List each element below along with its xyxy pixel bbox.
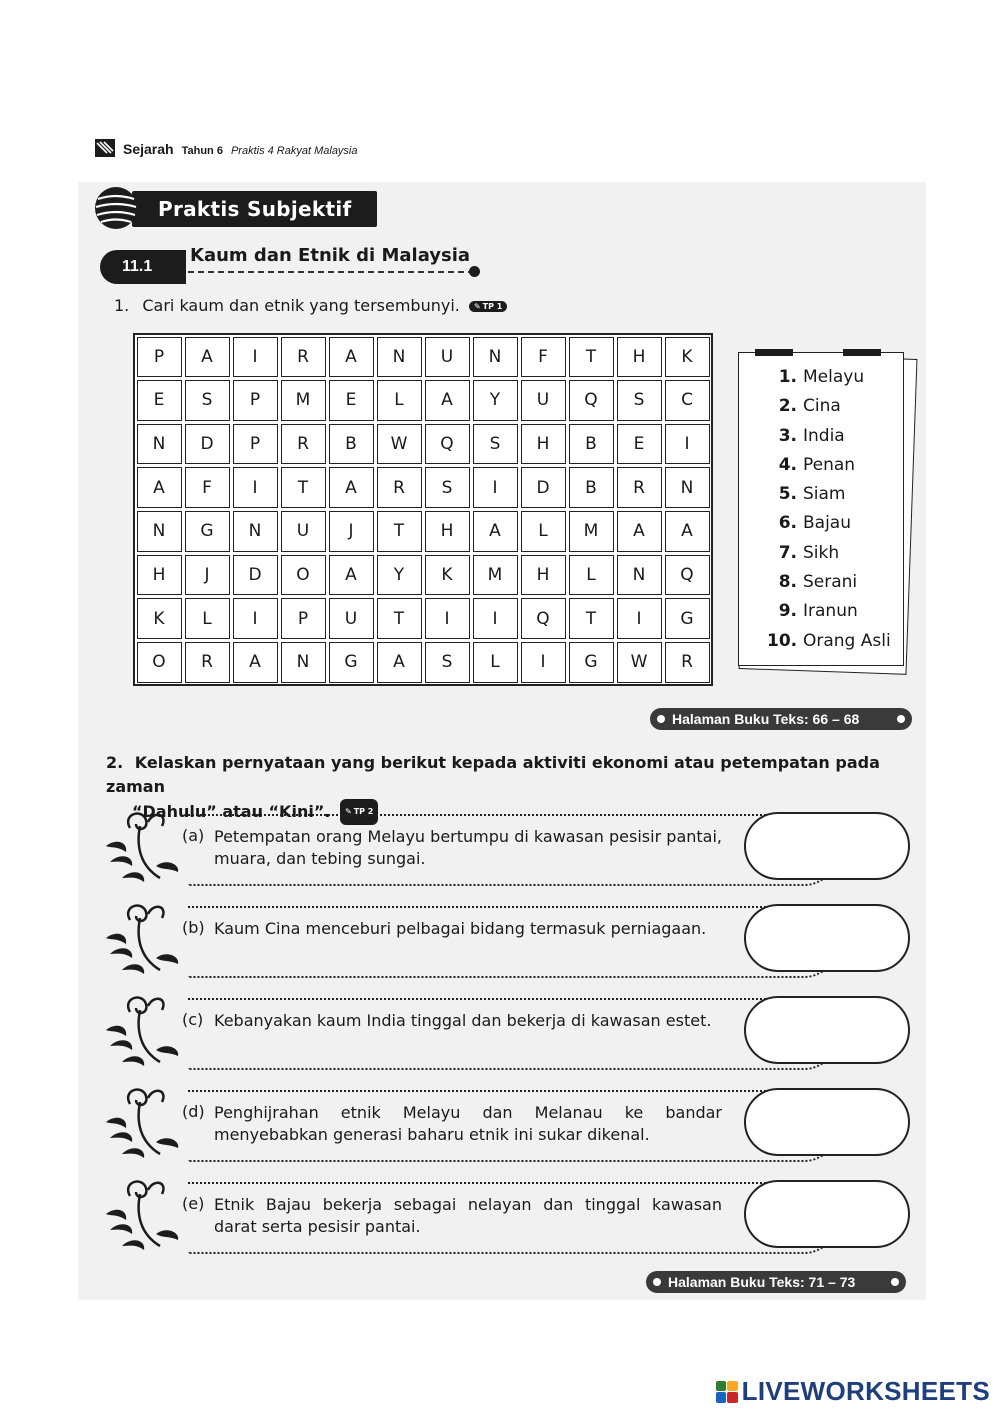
grid-cell[interactable]: I: [233, 598, 278, 639]
grid-cell[interactable]: G: [329, 642, 374, 683]
grid-cell[interactable]: I: [617, 598, 662, 639]
statement-row: [100, 898, 912, 982]
word-text: Bajau: [803, 513, 851, 534]
floral-ornament-icon: [100, 990, 190, 1070]
grid-cell[interactable]: K: [665, 337, 710, 378]
grid-cell[interactable]: R: [185, 642, 230, 683]
grid-cell[interactable]: G: [185, 511, 230, 552]
grid-cell[interactable]: S: [473, 424, 518, 465]
grid-cell[interactable]: M: [473, 555, 518, 596]
word-text: India: [803, 425, 845, 446]
word-list: [767, 367, 891, 660]
practice-banner: [92, 185, 377, 231]
statement-box: [188, 998, 838, 1070]
word-text: Orang Asli: [803, 630, 891, 651]
word-text: Siam: [803, 484, 846, 505]
grid-cell[interactable]: N: [233, 511, 278, 552]
question-2-number: 2.: [106, 753, 124, 772]
grid-cell[interactable]: H: [137, 555, 182, 596]
grid-cell[interactable]: G: [665, 598, 710, 639]
grid-cell[interactable]: G: [569, 642, 614, 683]
tp-badge-1: ✎ TP 1: [469, 301, 507, 312]
word-list-item: [767, 543, 891, 572]
grid-cell[interactable]: E: [617, 424, 662, 465]
grid-cell[interactable]: T: [281, 467, 326, 508]
grid-cell[interactable]: L: [377, 380, 422, 421]
grid-cell[interactable]: W: [377, 424, 422, 465]
word-search-grid: [133, 333, 713, 686]
note-front-sheet: [738, 352, 904, 666]
grid-cell[interactable]: A: [665, 511, 710, 552]
grid-cell[interactable]: T: [377, 598, 422, 639]
grid-cell[interactable]: Q: [521, 598, 566, 639]
answer-box[interactable]: [744, 1180, 910, 1248]
banner-title: Praktis Subjektif: [158, 197, 352, 221]
statement-text: Petempatan orang Melayu bertumpu di kawasan pesisir pantai, muara, dan tebing sungai.: [214, 827, 722, 868]
grid-cell[interactable]: T: [569, 598, 614, 639]
statement-box: [188, 906, 838, 978]
grid-cell[interactable]: S: [425, 467, 470, 508]
word-list-card: [738, 352, 910, 672]
word-text: Cina: [803, 396, 841, 417]
grid-cell[interactable]: H: [521, 424, 566, 465]
statement-text: Etnik Bajau bekerja sebagai nelayan dan tinggal kawasan darat serta pesisir pantai.: [214, 1195, 722, 1236]
grid-cell[interactable]: L: [569, 555, 614, 596]
grid-cell[interactable]: T: [377, 511, 422, 552]
word-number: 2.: [778, 396, 797, 417]
word-list-item: [767, 601, 891, 630]
grid-cell[interactable]: A: [377, 642, 422, 683]
answer-box[interactable]: [744, 904, 910, 972]
logo-square: [716, 1392, 727, 1403]
logo-square: [716, 1381, 727, 1392]
logo-square: [727, 1392, 738, 1403]
word-number: 5.: [778, 484, 797, 505]
word-text: Serani: [803, 572, 858, 593]
grid-cell[interactable]: N: [377, 337, 422, 378]
question-1-number: 1.: [114, 296, 130, 315]
grid-cell[interactable]: A: [185, 337, 230, 378]
word-number: 3.: [778, 425, 797, 446]
grid-cell[interactable]: A: [425, 380, 470, 421]
grid-cell[interactable]: R: [617, 467, 662, 508]
question-1: [114, 296, 507, 315]
statement-row: [100, 990, 912, 1074]
grid-cell[interactable]: H: [521, 555, 566, 596]
answer-box[interactable]: [744, 812, 910, 880]
floral-ornament-icon: [100, 898, 190, 978]
statement-row: [100, 1082, 912, 1166]
textbook-reference-1: Halaman Buku Teks: 66 – 68: [650, 708, 912, 730]
grid-cell[interactable]: N: [137, 511, 182, 552]
grid-cell[interactable]: F: [521, 337, 566, 378]
grid-cell[interactable]: B: [569, 424, 614, 465]
grid-cell[interactable]: I: [425, 598, 470, 639]
striped-ball-icon: [92, 185, 140, 231]
grid-cell[interactable]: S: [425, 642, 470, 683]
statement-label: (e): [182, 1194, 205, 1213]
grid-cell[interactable]: Q: [665, 555, 710, 596]
grid-cell[interactable]: I: [233, 467, 278, 508]
grid-cell[interactable]: K: [425, 555, 470, 596]
grid-cell[interactable]: I: [473, 598, 518, 639]
grid-cell[interactable]: L: [521, 511, 566, 552]
grid-cell[interactable]: L: [473, 642, 518, 683]
grid-cell[interactable]: R: [281, 337, 326, 378]
grid-cell[interactable]: O: [281, 555, 326, 596]
liveworksheets-logo-icon: [716, 1381, 738, 1403]
brand-name: LIVEWORKSHEETS: [741, 1376, 990, 1406]
grid-cell[interactable]: A: [473, 511, 518, 552]
statement-row: [100, 1174, 912, 1258]
grid-cell[interactable]: B: [569, 467, 614, 508]
section-underline: [188, 271, 474, 273]
word-number: 7.: [778, 542, 797, 563]
grid-cell[interactable]: U: [329, 598, 374, 639]
header-title: Praktis 4 Rakyat Malaysia: [230, 145, 358, 157]
grid-cell[interactable]: D: [185, 424, 230, 465]
grid-cell[interactable]: H: [617, 337, 662, 378]
grid-cell[interactable]: Y: [473, 380, 518, 421]
word-number: 9.: [778, 601, 797, 622]
section-dot: [469, 266, 480, 277]
word-list-item: [767, 367, 891, 396]
header-year: Tahun 6: [181, 145, 223, 157]
grid-cell[interactable]: N: [137, 424, 182, 465]
word-number: 10.: [767, 630, 798, 651]
grid-cell[interactable]: H: [425, 511, 470, 552]
statement-text: Kebanyakan kaum India tinggal dan bekerja di kawasan estet.: [214, 1011, 712, 1030]
grid-cell[interactable]: I: [665, 424, 710, 465]
logo-square: [727, 1381, 738, 1392]
word-number: 1.: [778, 367, 797, 387]
answer-box[interactable]: [744, 1088, 910, 1156]
grid-cell[interactable]: E: [329, 380, 374, 421]
word-number: 4.: [778, 454, 797, 475]
word-list-item: [767, 455, 891, 484]
grid-cell[interactable]: K: [137, 598, 182, 639]
grid-cell[interactable]: S: [185, 380, 230, 421]
grid-cell[interactable]: N: [617, 555, 662, 596]
grid-cell[interactable]: I: [521, 642, 566, 683]
word-number: 8.: [778, 572, 797, 593]
grid-cell[interactable]: A: [233, 642, 278, 683]
grid-cell[interactable]: S: [617, 380, 662, 421]
word-list-item: [767, 426, 891, 455]
statement-label: (a): [182, 826, 205, 845]
word-text: Sikh: [803, 542, 840, 563]
word-text: Penan: [803, 454, 856, 475]
statement-text: Kaum Cina menceburi pelbagai bidang termasuk perniagaan.: [214, 919, 707, 938]
section-title: Kaum dan Etnik di Malaysia: [190, 245, 471, 266]
grid-cell[interactable]: L: [185, 598, 230, 639]
grid-cell[interactable]: M: [569, 511, 614, 552]
question-2-line2: “Dahulu” atau “Kini”.: [132, 801, 331, 821]
grid-cell[interactable]: I: [473, 467, 518, 508]
grid-cell[interactable]: W: [617, 642, 662, 683]
tp-badge-2: ✎ TP 2: [340, 799, 378, 825]
page-header: [95, 136, 358, 157]
grid-cell[interactable]: A: [137, 467, 182, 508]
word-list-item: [767, 396, 891, 425]
grid-cell[interactable]: P: [137, 337, 182, 378]
grid-cell[interactable]: R: [377, 467, 422, 508]
note-tab-left: [755, 349, 793, 356]
book-logo-icon: [95, 139, 115, 157]
floral-ornament-icon: [100, 806, 190, 886]
grid-cell[interactable]: U: [521, 380, 566, 421]
statement-text: Penghijrahan etnik Melayu dan Melanau ke bandar menyebabkan generasi baharu etnik ini sukar dikenal.: [214, 1103, 722, 1144]
answer-box[interactable]: [744, 996, 910, 1064]
grid-cell[interactable]: Q: [425, 424, 470, 465]
note-tab-right: [843, 349, 881, 356]
word-number: 6.: [778, 513, 797, 534]
floral-ornament-icon: [100, 1082, 190, 1162]
word-list-item: [767, 484, 891, 513]
grid-cell[interactable]: D: [521, 467, 566, 508]
statement-label: (d): [182, 1102, 205, 1121]
grid-cell[interactable]: U: [425, 337, 470, 378]
grid-cell[interactable]: P: [281, 598, 326, 639]
grid-cell[interactable]: R: [281, 424, 326, 465]
brand-watermark: [716, 1376, 990, 1407]
grid-cell[interactable]: I: [233, 337, 278, 378]
floral-ornament-icon: [100, 1174, 190, 1254]
grid-cell[interactable]: Q: [569, 380, 614, 421]
grid-cell[interactable]: A: [329, 555, 374, 596]
section-number: 11.1: [100, 250, 186, 284]
grid-cell[interactable]: J: [329, 511, 374, 552]
word-text: Iranun: [803, 601, 858, 622]
grid-cell[interactable]: D: [233, 555, 278, 596]
grid-cell[interactable]: A: [329, 467, 374, 508]
grid-cell[interactable]: N: [665, 467, 710, 508]
grid-cell[interactable]: N: [281, 642, 326, 683]
word-text: Melayu: [803, 367, 865, 387]
question-2-line1: Kelaskan pernyataan yang berikut kepada aktiviti ekonomi atau petempatan pada zaman: [106, 753, 880, 796]
statement-label: (c): [182, 1010, 204, 1029]
grid-cell[interactable]: T: [569, 337, 614, 378]
grid-cell[interactable]: Y: [377, 555, 422, 596]
grid-cell[interactable]: N: [473, 337, 518, 378]
grid-cell[interactable]: F: [185, 467, 230, 508]
word-list-item: [767, 572, 891, 601]
word-list-item: [767, 513, 891, 542]
grid-cell[interactable]: J: [185, 555, 230, 596]
grid-cell[interactable]: E: [137, 380, 182, 421]
grid-cell[interactable]: M: [281, 380, 326, 421]
grid-cell[interactable]: C: [665, 380, 710, 421]
word-list-item: [767, 631, 891, 660]
statement-row: [100, 806, 912, 890]
textbook-reference-2: Halaman Buku Teks: 71 – 73: [646, 1271, 906, 1293]
grid-cell[interactable]: P: [233, 424, 278, 465]
grid-cell[interactable]: U: [281, 511, 326, 552]
grid-cell[interactable]: O: [137, 642, 182, 683]
header-subject: Sejarah: [123, 141, 174, 157]
grid-cell[interactable]: R: [665, 642, 710, 683]
grid-cell[interactable]: A: [617, 511, 662, 552]
grid-cell[interactable]: A: [329, 337, 374, 378]
grid-cell[interactable]: P: [233, 380, 278, 421]
statement-label: (b): [182, 918, 205, 937]
question-1-text: Cari kaum dan etnik yang tersembunyi.: [142, 296, 460, 315]
grid-cell[interactable]: B: [329, 424, 374, 465]
